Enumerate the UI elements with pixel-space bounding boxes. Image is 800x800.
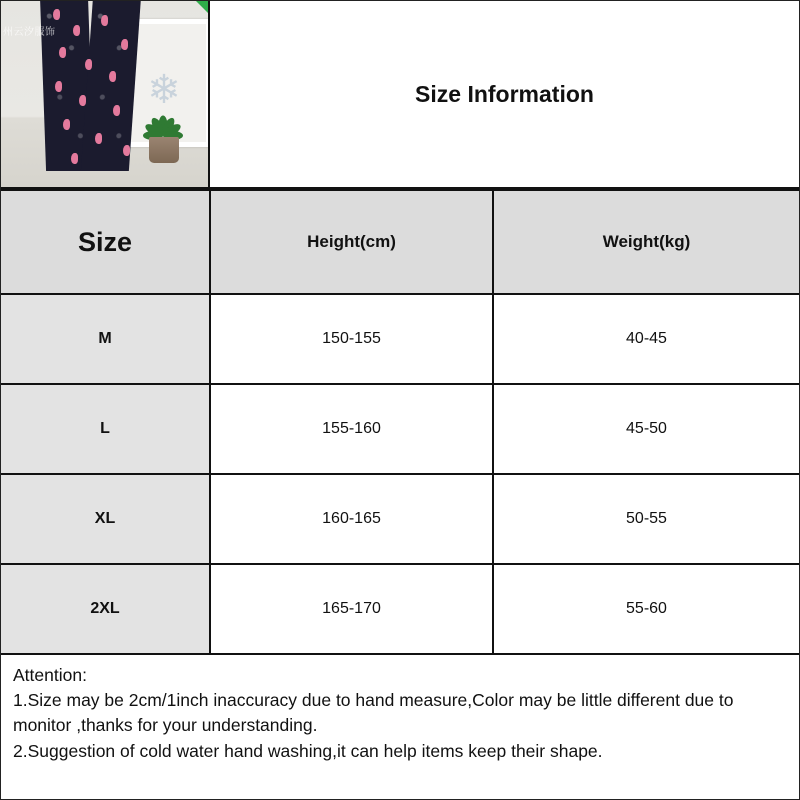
cell-height: 160-165: [210, 474, 493, 564]
column-header-height: Height(cm): [210, 190, 493, 294]
cell-size: M: [1, 294, 210, 384]
attention-line-1: 1.Size may be 2cm/1inch inaccuracy due to hand measure,Color may be little different due to monitor ,thanks for your understanding.: [13, 690, 739, 736]
cell-size: 2XL: [1, 564, 210, 654]
cell-size: XL: [1, 474, 210, 564]
size-table: [1, 189, 799, 655]
plant-pot: [149, 137, 179, 163]
cell-weight: 50-55: [493, 474, 799, 564]
title-cell: [210, 1, 799, 187]
header-row: [1, 190, 799, 294]
table-header: [1, 190, 799, 294]
pajama-pants-product: [43, 1, 139, 171]
attention-heading: Attention:: [13, 665, 87, 685]
cell-weight: 55-60: [493, 564, 799, 654]
cell-height: 165-170: [210, 564, 493, 654]
table-row: [1, 294, 799, 384]
product-photo: [1, 1, 210, 187]
corner-accent-marker: [195, 1, 209, 14]
column-header-weight: Weight(kg): [493, 190, 799, 294]
attention-section: [1, 655, 799, 764]
flamingo-print: [43, 1, 139, 171]
table-row: [1, 564, 799, 654]
column-header-size: Size: [1, 190, 210, 294]
attention-line-2: 2.Suggestion of cold water hand washing,it can help items keep their shape.: [13, 740, 603, 761]
cell-height: 150-155: [210, 294, 493, 384]
table-row: [1, 384, 799, 474]
cell-weight: 45-50: [493, 384, 799, 474]
header-row: [1, 1, 799, 189]
table-body: [1, 294, 799, 654]
page-title: Size Information: [415, 80, 594, 107]
cell-size: L: [1, 384, 210, 474]
snowflake-icon: ❄: [147, 68, 181, 112]
plant-icon: [137, 105, 193, 141]
table-row: [1, 474, 799, 564]
photo-watermark: 州云汐服饰: [3, 27, 56, 38]
cell-weight: 40-45: [493, 294, 799, 384]
cell-height: 155-160: [210, 384, 493, 474]
